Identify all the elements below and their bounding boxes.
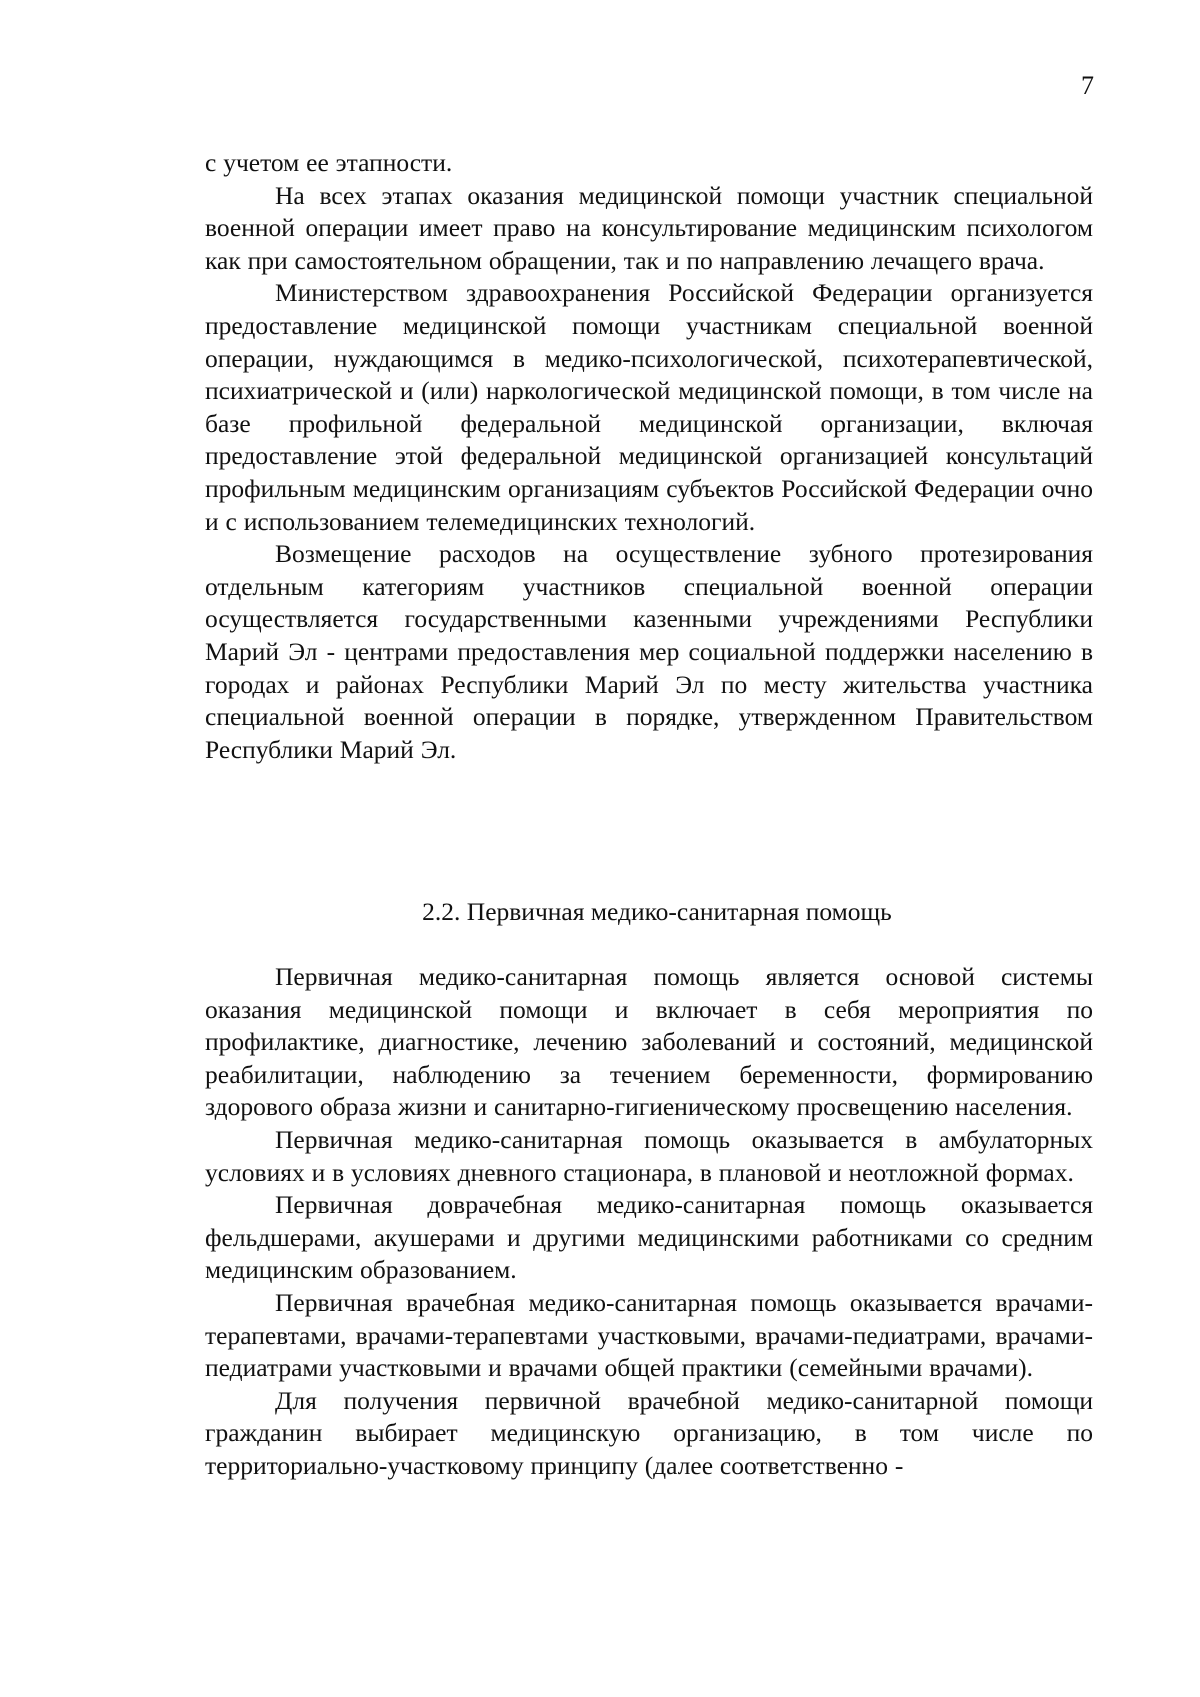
paragraph-primary-care-definition: Первичная медико-санитарная помощь является основой системы оказания медицинской помощи и включает в себя мероприятия по профилактике, диагностике, лечению заболеваний и состояний, медицинской реабилитации, наблюдению за течением беременности, формированию здорового образа жизни и санитарно-гигиеническому просвещению населения.	[205, 962, 1093, 1122]
paragraph-pre-doctor-care: Первичная доврачебная медико-санитарная помощь оказывается фельдшерами, акушерами и другими медицинскими работниками со средним медицинским образованием.	[205, 1190, 1093, 1285]
page-number: 7	[1081, 71, 1094, 100]
section-2-body	[205, 961, 1093, 1483]
paragraph-choosing-organization: Для получения первичной врачебной медико-санитарной помощи гражданин выбирает медицинскую организацию, в том числе по территориально-участковому принципу (далее соответственно -	[205, 1385, 1093, 1480]
paragraph-continuation: с учетом ее этапности.	[205, 148, 453, 177]
paragraph-dental-reimbursement: Возмещение расходов на осуществление зубного протезирования отдельным категориям участников специальной военной операции осуществляется государственными казенными учреждениями Республики Марий Эл - центрами предоставления мер социальной поддержки населению в городах и районах Республики Марий Эл по месту жительства участника специальной военной операции в порядке, утвержденном Правительством Республики Марий Эл.	[205, 539, 1093, 764]
paragraph-doctor-care: Первичная врачебная медико-санитарная помощь оказывается врачами-терапевтами, врачами-терапевтами участковыми, врачами-педиатрами, врачами-педиатрами участковыми и врачами общей практики (семейными врачами).	[205, 1287, 1093, 1383]
paragraph-ministry-care: Министерством здравоохранения Российской Федерации организуется предоставление медицинской помощи участникам специальной военной операции, нуждающимся в медико-психологической, психотерапевтической, психиатрической и (или) наркологической медицинской помощи, в том числе на базе профильной федеральной медицинской организации, включая предоставление этой федеральной медицинской организацией консультаций профильным медицинским организациям субъектов Российской Федерации очно и с использованием телемедицинских технологий.	[205, 278, 1093, 536]
section-1-body	[205, 147, 1093, 766]
paragraph-primary-care-conditions: Первичная медико-санитарная помощь оказывается в амбулаторных условиях и в условиях дневного стационара, в плановой и неотложной формах.	[205, 1124, 1093, 1187]
section-heading: 2.2. Первичная медико-санитарная помощь	[422, 897, 892, 926]
paragraph-psychologist-consultation: На всех этапах оказания медицинской помощи участник специальной военной операции имеет право на консультирование медицинским психологом как при самостоятельном обращении, так и по направлению лечащего врача.	[205, 180, 1093, 275]
